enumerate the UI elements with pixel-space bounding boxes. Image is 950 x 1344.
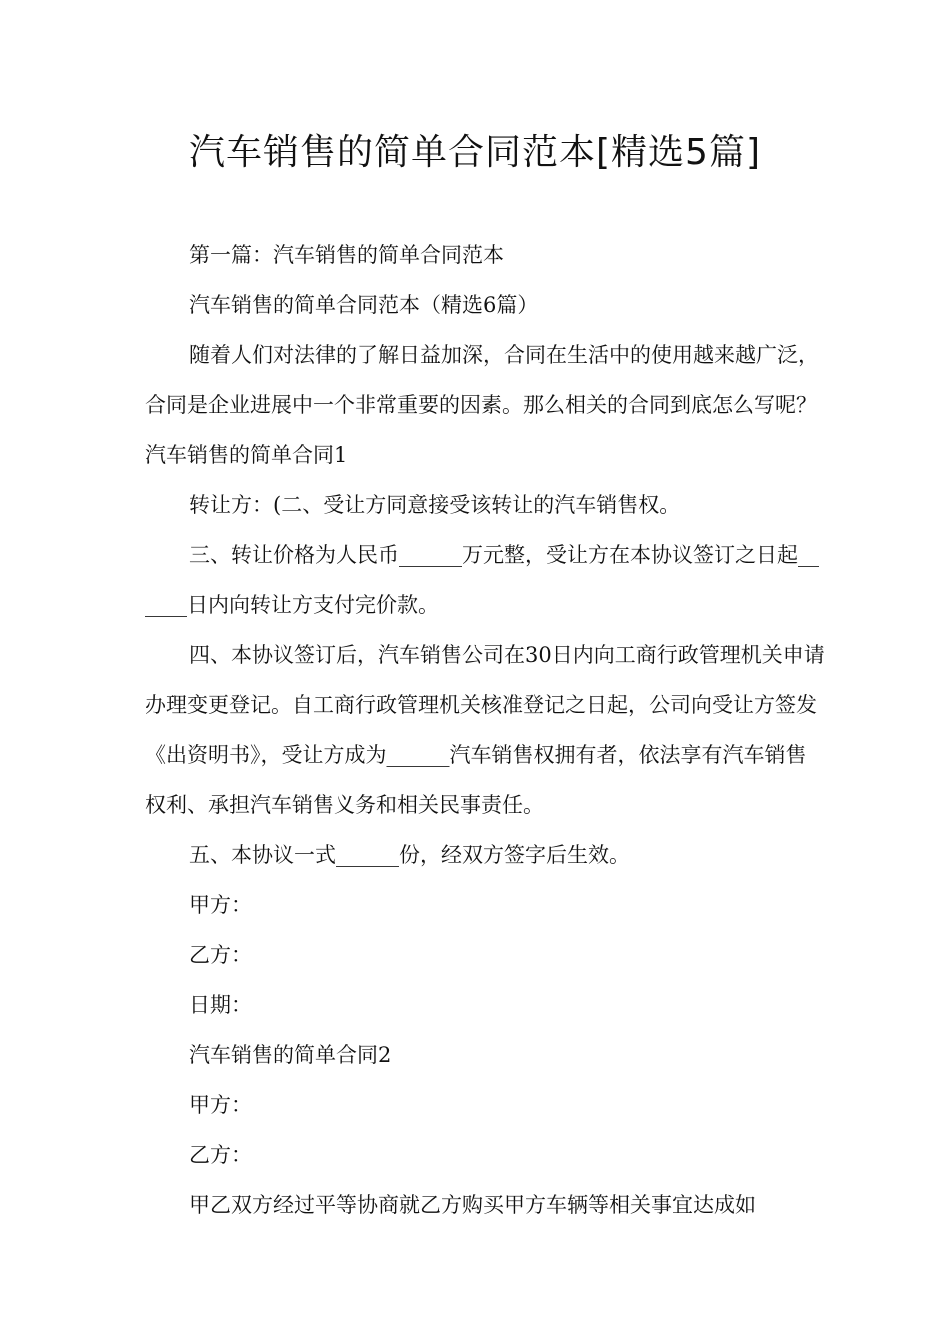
paragraph-contract-2-intro: 甲乙双方经过平等协商就乙方购买甲方车辆等相关事宜达成如 (189, 1193, 756, 1217)
paragraph-subtitle: 汽车销售的简单合同范本（精选6篇） (189, 293, 539, 317)
paragraph-clause-3: 三、转让价格为人民币______万元整，受让方在本协议签订之日起______日内向转让方支付完价款。 (145, 543, 819, 617)
paragraph-transferor: 转让方：(二、受让方同意接受该转让的汽车销售权。 (189, 493, 681, 517)
paragraph-intro: 随着人们对法律的了解日益加深，合同在生活中的使用越来越广泛，合同是企业进展中一个非常重要的因素。那么相关的合同到底怎么写呢？汽车销售的简单合同1 (145, 343, 819, 467)
paragraph-contract-2-heading: 汽车销售的简单合同2 (189, 1043, 392, 1067)
document-body (145, 230, 825, 1230)
signature-party-a: 甲方： (189, 893, 252, 917)
contract-2-party-a: 甲方： (189, 1093, 252, 1117)
signature-date: 日期： (189, 993, 252, 1017)
signature-party-b: 乙方： (189, 943, 252, 967)
paragraph-clause-4: 四、本协议签订后，汽车销售公司在30日内向工商行政管理机关申请办理变更登记。自工商行政管理机关核准登记之日起，公司向受让方签发《出资明书》，受让方成为______汽车销售权拥有者，依法享有汽车销售权利、承担汽车销售义务和相关民事责任。 (145, 643, 825, 817)
document-title: 汽车销售的简单合同范本[精选5篇] (189, 132, 761, 173)
paragraph-clause-5: 五、本协议一式______份，经双方签字后生效。 (189, 843, 630, 867)
contract-2-party-b: 乙方： (189, 1143, 252, 1167)
paragraph-section-heading: 第一篇：汽车销售的简单合同范本 (189, 243, 504, 267)
